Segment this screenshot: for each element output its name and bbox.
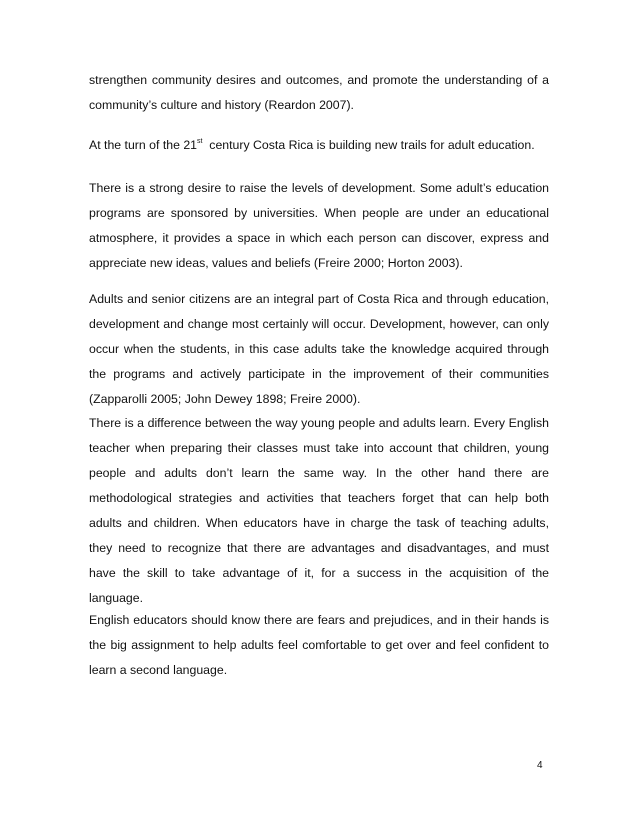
paragraph-21st-century-before: At the turn of the 21 <box>89 138 198 152</box>
paragraph-community-culture: strengthen community desires and outcomes, and promote the understanding of a community’s culture and history (Reardon 2007). <box>89 73 549 112</box>
paragraph-young-vs-adults: There is a difference between the way young people and adults learn. Every English teacher when preparing their classes must take into account that children, young people and adults don’t learn the same way. In the other hand there are methodological strategies and activities that teachers forget that can help both adults and children. When educators have in charge the task of teaching adults, they need to recognize that there are advantages and disadvantages, and must have the skill to take advantage of it, for a success in the acquisition of the language. <box>89 416 549 605</box>
paragraph-adults-senior-citizens: Adults and senior citizens are an integral part of Costa Rica and through education, development and change most certainly will occur. Development, however, can only occur when the students, in this case adults take the knowledge acquired through the programs and actively participate in the improvement of their communities (Zapparolli 2005; John Dewey 1898; Freire 2000). <box>89 292 549 406</box>
paragraph-development-desire: There is a strong desire to raise the levels of development. Some adult’s education programs are sponsored by universities. When people are under an educational atmosphere, it provides a space in which each person can discover, express and appreciate new ideas, values and beliefs (Freire 2000; Horton 2003). <box>89 181 549 270</box>
ordinal-superscript: st <box>197 138 203 145</box>
paragraph-21st-century-after: century Costa Rica is building new trails for adult education. <box>202 138 535 152</box>
paragraph-fears-prejudices: English educators should know there are fears and prejudices, and in their hands is the big assignment to help adults feel comfortable to get over and feel confident to learn a second language. <box>89 613 549 677</box>
page-number: 4 <box>537 760 543 771</box>
paragraph-21st-century <box>89 133 549 158</box>
